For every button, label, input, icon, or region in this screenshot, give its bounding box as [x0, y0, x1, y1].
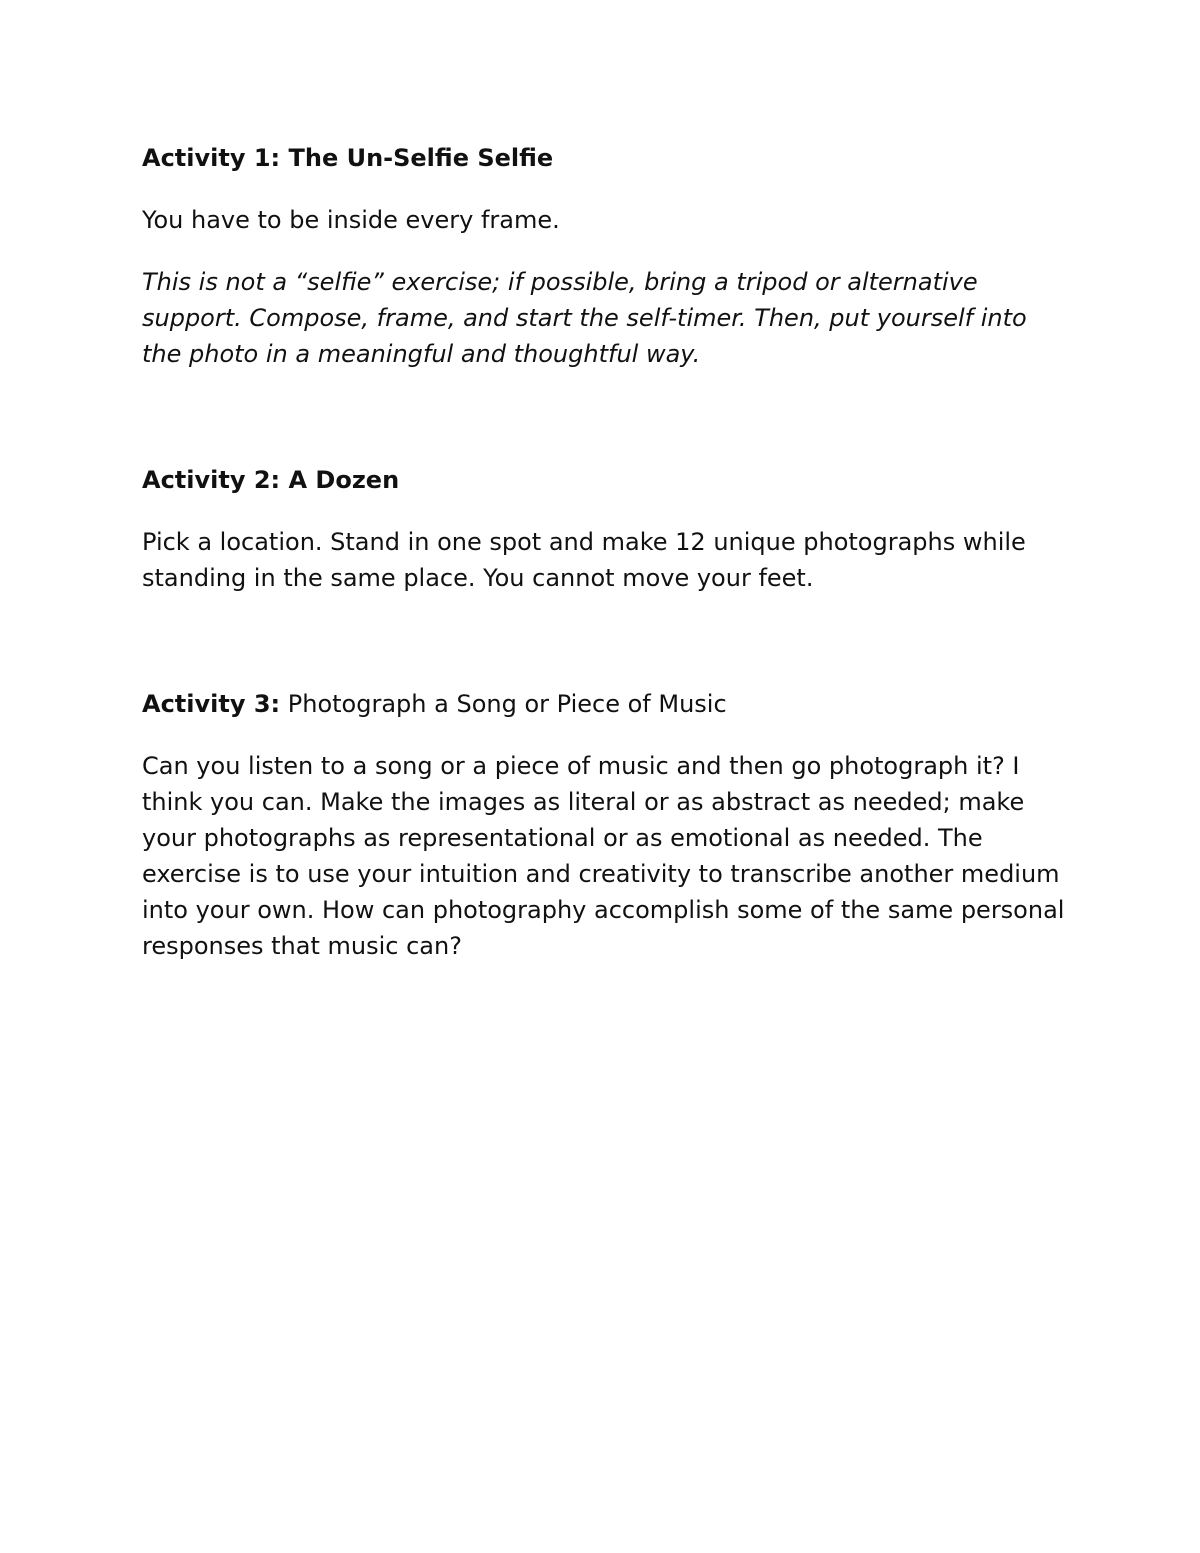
- activity-2-description: Pick a location. Stand in one spot and make 12 unique photographs while standing in the same place. You cannot move your feet.: [142, 528, 1026, 592]
- activity-2-section: [142, 462, 1072, 596]
- activity-1-heading: Activity 1: The Un-Selfie Selfie: [142, 144, 554, 172]
- activity-3-heading-title: Photograph a Song or Piece of Music: [287, 690, 727, 718]
- activity-1-description: This is not a “selfie” exercise; if possible, bring a tripod or alternative support. Compose, frame, and start the self-timer. Then, put yourself into the photo in a meaningful and thoughtful way.: [142, 268, 1027, 368]
- activity-1-instruction: You have to be inside every frame.: [142, 206, 560, 234]
- activity-3-section: [142, 686, 1072, 964]
- activity-2-heading: Activity 2: A Dozen: [142, 466, 400, 494]
- activity-3-heading-label: Activity 3:: [142, 690, 281, 718]
- document-content: [142, 140, 1072, 964]
- activity-3-heading: [142, 686, 1072, 722]
- activity-1-section: [142, 140, 1072, 372]
- activity-3-description: Can you listen to a song or a piece of music and then go photograph it? I think you can. Make the images as literal or as abstract as needed; make your photographs as representational or as emotional as needed. The exercise is to use your intuition and creativity to transcribe another medium into your own. How can photography accomplish some of the same personal responses that music can?: [142, 752, 1065, 960]
